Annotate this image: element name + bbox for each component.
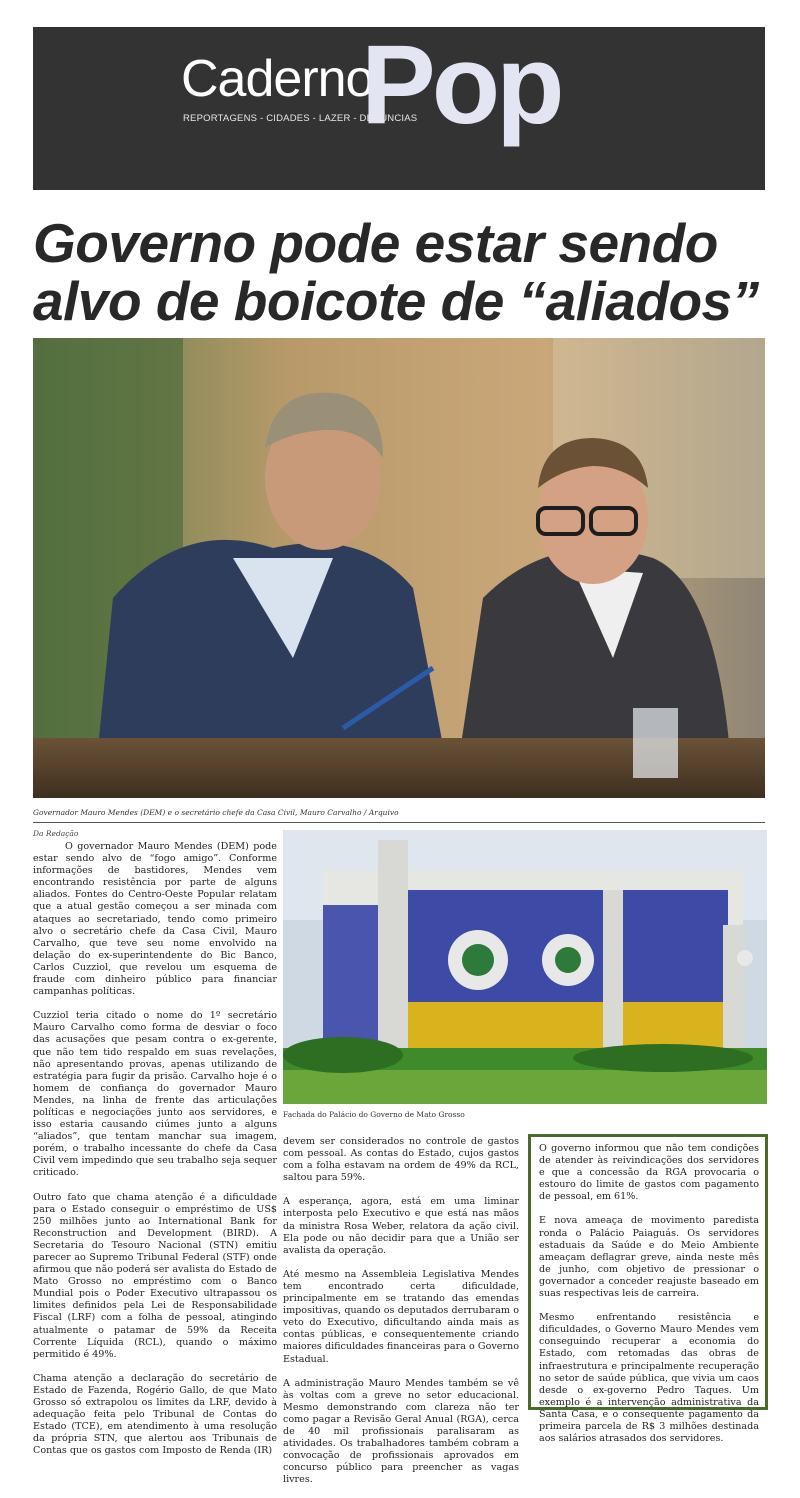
- paragraph: A esperança, agora, está em uma liminar interposta pelo Executivo e que está nas mãos da ministra Rosa Weber, relatora da ação civil. Ela pode ou não decidir para que a União ser avalista da operação.: [283, 1196, 519, 1256]
- main-photo-illustration: [33, 338, 765, 798]
- building-photo-caption: Fachada do Palácio do Governo de Mato Grosso: [283, 1110, 465, 1119]
- building-photo-illustration: [283, 830, 767, 1104]
- masthead-pop: Pop: [361, 22, 561, 147]
- building-photo: [283, 830, 767, 1104]
- byline: Da Redação: [33, 829, 79, 838]
- paragraph: O governador Mauro Mendes (DEM) pode estar sendo alvo de “fogo amigo”. Conforme informações de bastidores, Mendes vem encontrando resistência por parte de alguns aliados. Fontes do Centro-Oeste Popular relatam que a atual gestão começou a ser minada com ataques ao secretariado, tendo como primeiro alvo o secretário chefe da Casa Civil, Mauro Carvalho, que teve seu nome envolvido na delação do ex-superintendente do Bic Banco, Carlos Cuzziol, que revelou um esquema de fraude com dinheiro público para financiar campanhas políticas.: [33, 841, 277, 998]
- main-photo-caption: Governador Mauro Mendes (DEM) e o secretário chefe da Casa Civil, Mauro Carvalho / Arquivo: [33, 808, 399, 817]
- headline: [33, 214, 773, 330]
- paragraph: Chama atenção a declaração do secretário de Estado de Fazenda, Rogério Gallo, de que Mato Grosso só extrapolou os limites da LRF, devido à adequação feita pelo Tribunal de Contas do Estado (TCE), em atendimento à uma resolução da própria STN, que alertou aos Tribunais de Contas que os gastos com Imposto de Renda (IR): [33, 1372, 277, 1457]
- paragraph: devem ser considerados no controle de gastos com pessoal. As contas do Estado, cujos gastos com a folha estavam na ordem de 49% da RCL, saltou para 59%.: [283, 1136, 519, 1184]
- highlight-box: [528, 1134, 768, 1445]
- headline-line-1: Governo pode estar sendo: [33, 212, 718, 274]
- main-photo: [33, 338, 765, 798]
- masthead: [33, 22, 765, 190]
- paragraph: Outro fato que chama atenção é a dificuldade para o Estado conseguir o empréstimo de US$ 250 milhões junto ao International Bank for Reconstruction and Development (BIRD). A Secretaria do Tesouro Nacional (STN) emitiu parecer ao Supremo Tribunal Federal (STF) onde afirmou que não poderá ser avalista do Estado de Mato Grosso no empréstimo com o Banco Mundial pois o Poder Executivo ultrapassou os limites definidos pela Lei de Responsabilidade Fiscal (LRF) com a folha de pessoal, atingindo atualmente o patamar de 59% da Receita Corrente Líquida (RCL), quando o máximo permitido é 49%.: [33, 1191, 277, 1360]
- masthead-caderno: Caderno: [181, 50, 374, 108]
- paragraph: O governo informou que não tem condições de atender às reivindicações dos servidores e que a concessão da RGA provocaria o estouro do limite de gastos com pagamento de pessoal, em 61%.: [539, 1143, 759, 1203]
- middle-column: [283, 1136, 519, 1498]
- paragraph: A administração Mauro Mendes também se vê às voltas com a greve no setor educacional. Mesmo demonstrando com clareza não ter como pagar a Revisão Geral Anual (RGA), cerca de 40 mil profissionais paralisaram as atividades. Os trabalhadores também cobram a convocação de profissionais aprovados em concurso público para preencher as vagas livres.: [283, 1377, 519, 1486]
- paragraph: Até mesmo na Assembleia Legislativa Mendes tem encontrado certa dificuldade, principalmente em se tratando das emendas impositivas, quando os deputados derrubaram o veto do Executivo, dificultando ainda mais as contas públicas, e consequentemente criando maiores dificuldades financeiras para o Governo Estadual.: [283, 1268, 519, 1365]
- box-column: [539, 1143, 759, 1445]
- paragraph: E nova ameaça de movimento paredista ronda o Palácio Paiaguás. Os servidores estaduais da Saúde e do Meio Ambiente ameaçam deflagrar greve, ainda neste mês de junho, com objetivo de pressionar o governador a conceder reajuste baseado em suas respectivas leis de carreira.: [539, 1215, 759, 1300]
- left-column: [33, 841, 277, 1470]
- headline-line-2: alvo de boicote de “aliados”: [33, 270, 759, 332]
- divider: [33, 822, 765, 823]
- paragraph: Cuzziol teria citado o nome do 1º secretário Mauro Carvalho como forma de desviar o foco das acusações que pesam contra o ex-gerente, que não tem tido respaldo em suas revelações, não apresentando provas, apenas utilizando de estratégia para fugir da prisão. Carvalho hoje é o homem de confiança do governador Mauro Mendes, na linha de frente das articulações políticas e negociações junto aos servidores, e isso estaria causando ciúmes junto a alguns “aliados”, que tentam manchar sua imagem, porém, o trabalho incessante do chefe da Casa Civil vem impedindo que seu trabalho seja sequer criticado.: [33, 1010, 277, 1179]
- paragraph: Mesmo enfrentando resistência e dificuldades, o Governo Mauro Mendes vem conseguindo recuperar a economia do Estado, com retomadas das obras de infraestrutura e principalmente recuperação no setor de saúde pública, que vivia um caos desde o ex-governo Pedro Taques. Um exemplo é a intervenção administrativa da Santa Casa, e o consequente pagamento da primeira parcela de R$ 3 milhões destinada aos salários atrasados dos servidores.: [539, 1312, 759, 1445]
- masthead-subtitle: REPORTAGENS - CIDADES - LAZER - DENÚNCIAS: [183, 113, 418, 124]
